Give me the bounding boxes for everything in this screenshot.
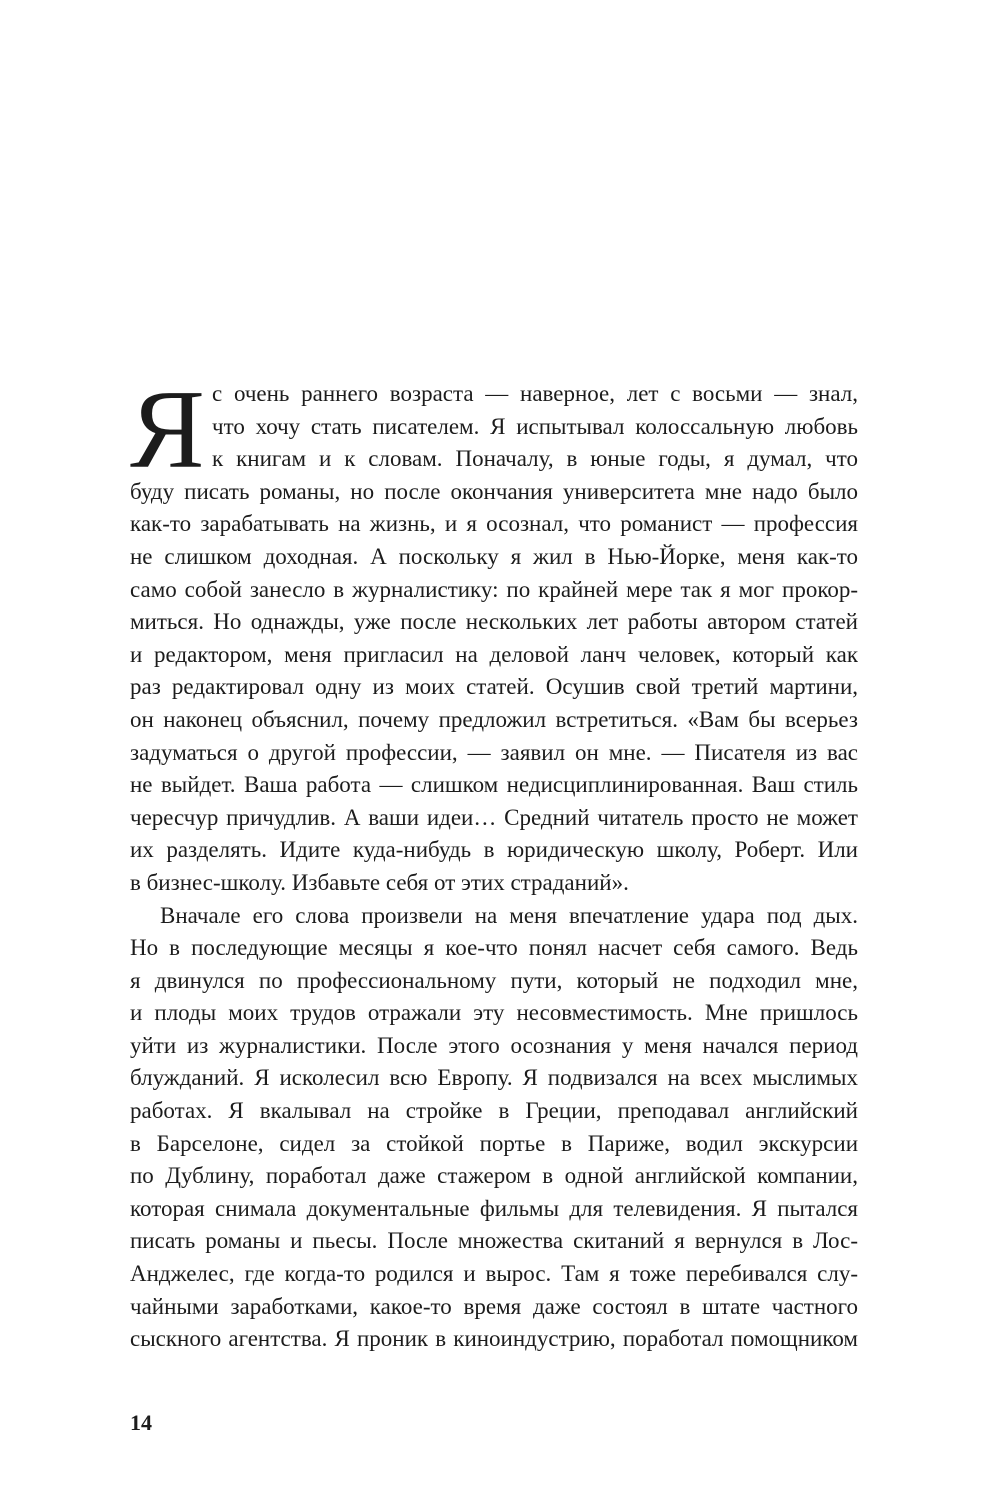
text-line: не выйдет. Ваша работа — слишком недисциплинированная. Ваш стиль [130, 772, 858, 798]
text-line: как-то зарабатывать на жизнь, и я осознал, что романист — профессия [130, 511, 858, 537]
text-line: что хочу стать писателем. Я испытывал колоссальную любовь [212, 413, 858, 439]
text-line: Вначале его слова произвели на меня впечатление удара под дых. [160, 902, 858, 928]
text-line: сыскного агентства. Я проник в киноиндустрию, поработал помощником [130, 1326, 858, 1352]
text-line: он наконец объяснил, почему предложил встретиться. «Вам бы всерьез [130, 706, 858, 732]
text-line: само собой занесло в журналистику: по крайней мере так я мог прокор- [130, 576, 858, 602]
text-line: не слишком доходная. А поскольку я жил в Нью-Йорке, меня как-то [130, 543, 858, 569]
text-line: задуматься о другой профессии, — заявил он мне. — Писателя из вас [130, 739, 858, 765]
drop-cap: Я [130, 368, 205, 492]
text-line: чайными заработками, какое-то время даже состоял в штате частного [130, 1293, 858, 1319]
text-line: Анджелес, где когда-то родился и вырос. Там я тоже перебивался слу- [130, 1261, 858, 1287]
paragraph-1 [130, 368, 858, 900]
text-line: их разделять. Идите куда-нибудь в юридическую школу, Роберт. Или [130, 837, 858, 863]
text-line: в бизнес-школу. Избавьте себя от этих страданий». [130, 869, 629, 895]
text-line: буду писать романы, но после окончания университета мне надо было [130, 478, 858, 504]
text-line: миться. Но однажды, уже после нескольких лет работы автором статей [130, 609, 858, 635]
text-line: к книгам и к словам. Поначалу, в юные годы, я думал, что [212, 446, 858, 472]
text-line: я двинулся по профессиональному пути, который не подходил мне, [130, 967, 858, 993]
text-line: в Барселоне, сидел за стойкой портье в Париже, водил экскурсии [130, 1130, 858, 1156]
text-line: с очень раннего возраста — наверное, лет с восьми — знал, [212, 381, 858, 406]
text-line: работах. Я вкалывал на стройке в Греции, преподавал английский [130, 1098, 858, 1124]
text-line: и плоды моих трудов отражали эту несовместимость. Мне пришлось [130, 1000, 858, 1026]
text-line: Но в последующие месяцы я кое-что понял насчет себя самого. Ведь [130, 935, 858, 961]
text-line: которая снимала документальные фильмы для телевидения. Я пытался [130, 1195, 858, 1221]
body-text [130, 368, 858, 1356]
paragraph-2 [130, 900, 858, 1356]
text-line: раз редактировал одну из моих статей. Осушив свой третий мартини, [130, 674, 858, 700]
text-line: чересчур причудлив. А ваши идеи… Средний читатель просто не может [130, 804, 858, 830]
text-line: и редактором, меня пригласил на деловой ланч человек, который как [130, 641, 858, 667]
text-line: блужданий. Я исколесил всю Европу. Я подвизался на всех мыслимых [130, 1065, 858, 1091]
text-line: по Дублину, поработал даже стажером в одной английской компании, [130, 1163, 858, 1189]
page-number: 14 [130, 1410, 152, 1435]
text-line: писать романы и пьесы. После множества скитаний я вернулся в Лос- [130, 1228, 858, 1254]
text-line: уйти из журналистики. После этого осознания у меня начался период [130, 1032, 858, 1058]
